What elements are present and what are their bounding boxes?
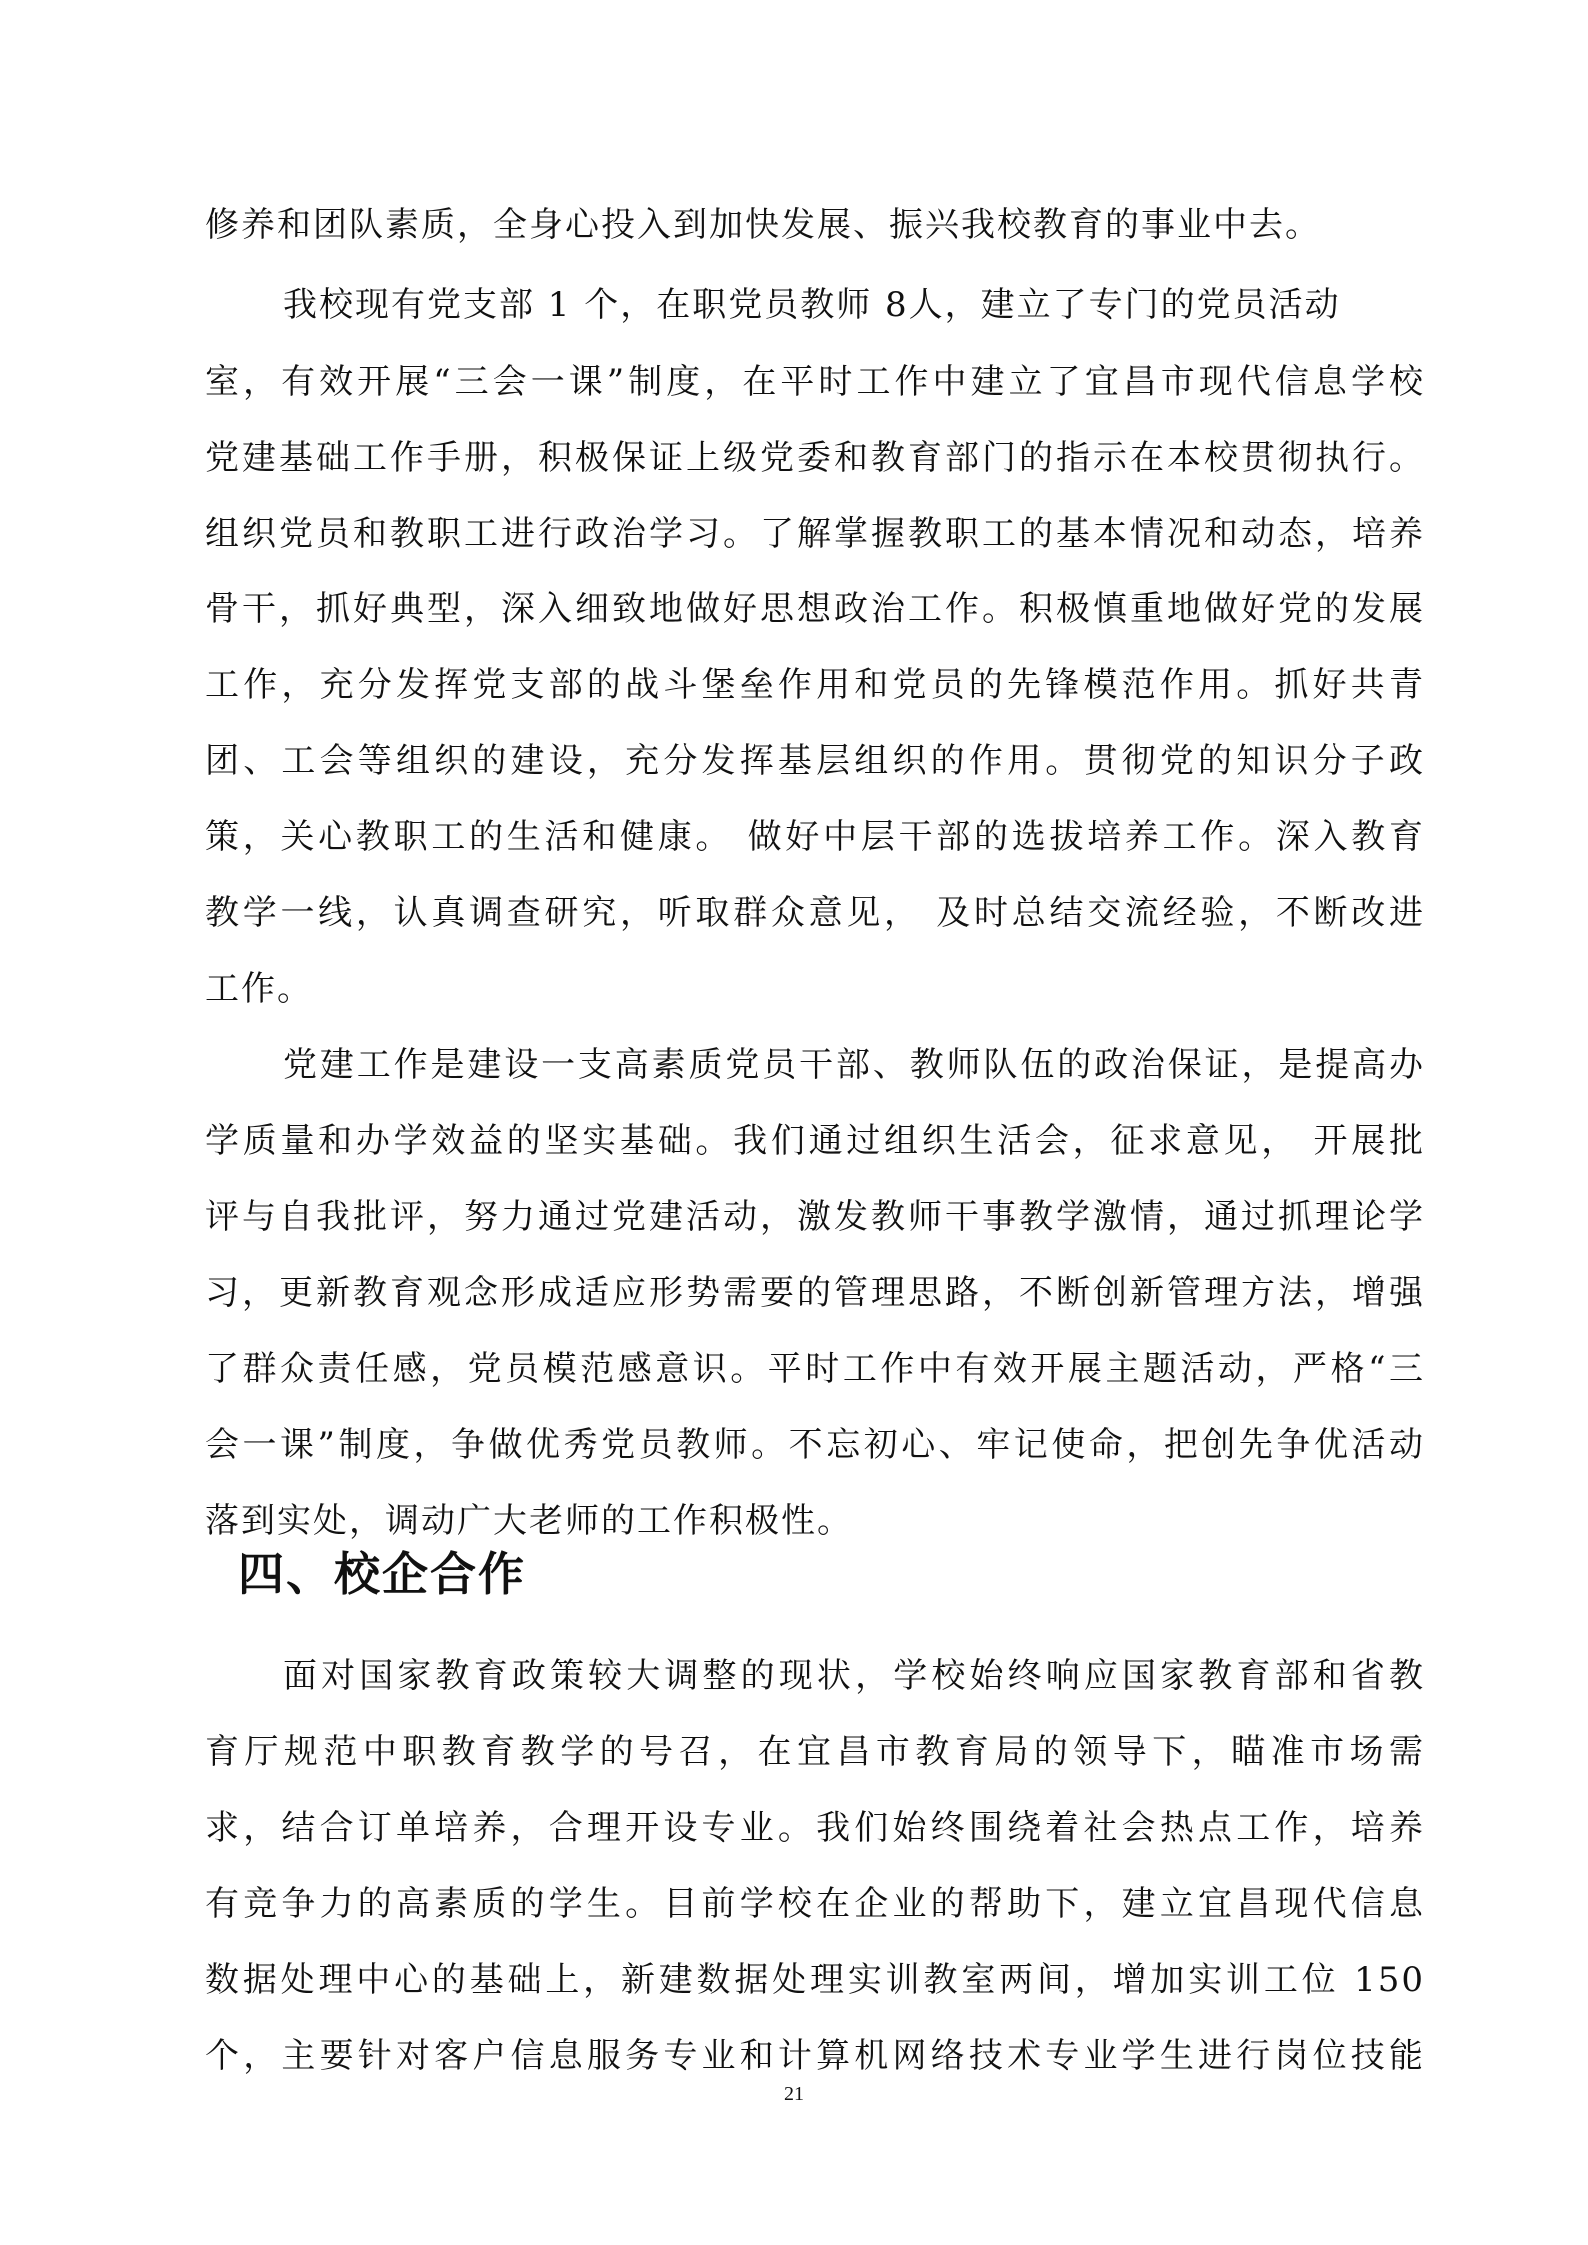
paragraph-line: 学质量和办学效益的坚实基础。我们通过组织生活会，征求意见， 开展批 xyxy=(205,1121,1425,1161)
paragraph-line: 骨干，抓好典型，深入细致地做好思想政治工作。积极慎重地做好党的发展 xyxy=(205,589,1425,629)
paragraph-line: 工作。 xyxy=(205,969,313,1009)
paragraph-line: 了群众责任感，党员模范感意识。平时工作中有效开展主题活动，严格“三 xyxy=(205,1349,1425,1389)
paragraph-line: 有竞争力的高素质的学生。目前学校在企业的帮助下，建立宜昌现代信息 xyxy=(205,1884,1425,1924)
paragraph-line: 室，有效开展“三会一课”制度，在平时工作中建立了宜昌市现代信息学校 xyxy=(205,362,1425,402)
paragraph-line: 组织党员和教职工进行政治学习。了解掌握教职工的基本情况和动态，培养 xyxy=(205,514,1425,554)
paragraph-line: 个，主要针对客户信息服务专业和计算机网络技术专业学生进行岗位技能 xyxy=(205,2036,1425,2076)
paragraph-line: 数据处理中心的基础上，新建数据处理实训教室两间，增加实训工位 150 xyxy=(205,1960,1425,2000)
paragraph-line: 求，结合订单培养，合理开设专业。我们始终围绕着社会热点工作，培养 xyxy=(205,1808,1425,1848)
paragraph-line: 教学一线，认真调查研究，听取群众意见， 及时总结交流经验，不断改进 xyxy=(205,893,1425,933)
paragraph-line: 党建工作是建设一支高素质党员干部、教师队伍的政治保证，是提高办 xyxy=(283,1045,1425,1085)
paragraph-line: 习，更新教育观念形成适应形势需要的管理思路，不断创新管理方法，增强 xyxy=(205,1273,1425,1313)
paragraph-line: 团、工会等组织的建设，充分发挥基层组织的作用。贯彻党的知识分子政 xyxy=(205,741,1425,781)
paragraph-line: 落到实处，调动广大老师的工作积极性。 xyxy=(205,1501,853,1541)
paragraph-line: 面对国家教育政策较大调整的现状，学校始终响应国家教育部和省教 xyxy=(283,1656,1425,1696)
paragraph-line: 修养和团队素质，全身心投入到加快发展、振兴我校教育的事业中去。 xyxy=(205,205,1321,245)
paragraph-line: 工作，充分发挥党支部的战斗堡垒作用和党员的先锋模范作用。抓好共青 xyxy=(205,665,1425,705)
paragraph-line: 策，关心教职工的生活和健康。 做好中层干部的选拔培养工作。深入教育 xyxy=(205,817,1425,857)
page-number: 21 xyxy=(784,2083,804,2105)
paragraph-line: 育厅规范中职教育教学的号召，在宜昌市教育局的领导下，瞄准市场需 xyxy=(205,1732,1425,1772)
paragraph-line: 会一课”制度，争做优秀党员教师。不忘初心、牢记使命，把创先争优活动 xyxy=(205,1425,1425,1465)
section-heading: 四、校企合作 xyxy=(238,1547,526,1601)
paragraph-line: 评与自我批评，努力通过党建活动，激发教师干事教学激情，通过抓理论学 xyxy=(205,1197,1425,1237)
paragraph-line: 我校现有党支部 1 个，在职党员教师 8人，建立了专门的党员活动 xyxy=(283,285,1341,325)
paragraph-line: 党建基础工作手册，积极保证上级党委和教育部门的指示在本校贯彻执行。 xyxy=(205,438,1425,478)
